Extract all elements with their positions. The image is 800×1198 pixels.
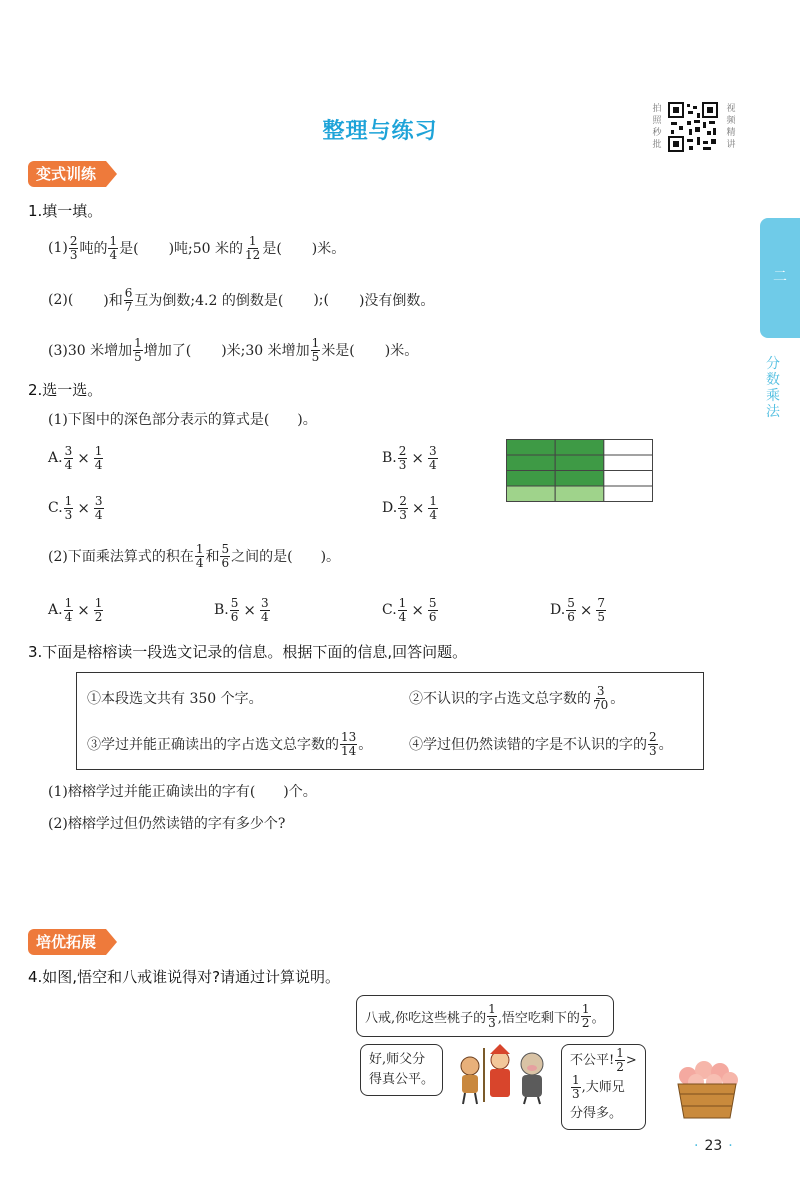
speech-bubble-wukong <box>561 1044 646 1130</box>
dot-icon: · <box>694 1138 699 1154</box>
text: (2)( <box>48 292 74 308</box>
text: )米。 <box>311 241 346 257</box>
q1-part2 <box>48 282 434 318</box>
grid-cell <box>604 486 653 502</box>
text: ,大师兄 <box>581 1079 625 1095</box>
text: );( <box>313 292 329 308</box>
text: (3)30 米增加 <box>48 343 133 359</box>
text: ,悟空吃剩下的 <box>497 1010 580 1026</box>
text: 。 <box>658 737 673 753</box>
text: 互为倒数;4.2 的倒数是( <box>134 293 284 309</box>
text: 。 <box>610 691 625 707</box>
grid-cell <box>555 486 604 502</box>
info-3 <box>87 727 372 761</box>
grid-cell <box>507 486 556 502</box>
grid-cell <box>604 455 653 471</box>
speech-bubble-bajie <box>360 1044 443 1096</box>
times-sign: × <box>77 449 90 467</box>
page-number-text: 23 <box>704 1138 723 1154</box>
text: > <box>625 1052 637 1068</box>
q2-p2-stem <box>48 538 340 574</box>
info-box <box>76 672 704 770</box>
fraction: $\frac{3}{4}$ <box>428 443 437 472</box>
text: ④学过但仍然读错的字是不认识的字的 <box>409 737 647 753</box>
text: 之间的是( )。 <box>231 549 341 565</box>
text: (2)下面乘法算式的积在 <box>48 549 194 565</box>
option-a2[interactable] <box>48 592 104 628</box>
qr-right-label: 视频精讲 <box>726 104 736 150</box>
fraction: $\frac{1}{5}$ <box>134 335 142 364</box>
fraction: $\frac{1}{4}$ <box>429 493 438 522</box>
fraction: $\frac{1}{4}$ <box>94 443 103 472</box>
section-tag-variant: 变式训练 <box>28 161 106 187</box>
option-label: B. <box>382 450 397 466</box>
option-label: A. <box>48 602 63 618</box>
page-title: 整理与练习 <box>322 119 438 144</box>
times-sign: × <box>243 601 256 619</box>
q1-title: 1.填一填。 <box>28 202 103 220</box>
fraction: $\frac{1}{12}$ <box>245 233 261 262</box>
q3-title: 3.下面是榕榕读一段选文记录的信息。根据下面的信息,回答问题。 <box>28 643 468 661</box>
fraction: $\frac{1}{3}$ <box>64 493 73 522</box>
times-sign: × <box>411 449 424 467</box>
option-a[interactable] <box>48 440 104 476</box>
q3-sub1: (1)榕榕学过并能正确读出的字有( )个。 <box>48 784 317 800</box>
option-d[interactable] <box>382 490 439 526</box>
fraction: $\frac{5}{6}$ <box>230 595 239 624</box>
option-c[interactable] <box>48 490 105 526</box>
fraction: $\frac{1}{4}$ <box>109 233 118 262</box>
fraction: $\frac{2}{3}$ <box>649 729 657 758</box>
fraction: $\frac{5}{6}$ <box>221 541 230 570</box>
text: 八戒,你吃这些桃子的 <box>365 1010 487 1026</box>
fraction: $\frac{1}{2}$ <box>94 595 103 624</box>
info-1: ①本段选文共有 350 个字。 <box>87 691 263 707</box>
fraction: $\frac{5}{6}$ <box>428 595 437 624</box>
text: )吨;50 米的 <box>168 241 244 257</box>
fraction: $\frac{2}{3}$ <box>399 493 407 522</box>
fraction: $\frac{3}{4}$ <box>94 493 103 522</box>
dot-icon: · <box>728 1138 733 1154</box>
fraction: $\frac{1}{5}$ <box>311 335 320 364</box>
fraction: $\frac{2}{3}$ <box>398 443 407 472</box>
info-2 <box>409 681 624 715</box>
q2-p1-stem: (1)下图中的深色部分表示的算式是( )。 <box>48 412 317 428</box>
times-sign: × <box>77 601 90 619</box>
text: ②不认识的字占选文总字数的 <box>409 691 591 707</box>
text: 吨的 <box>79 241 108 257</box>
times-sign: × <box>579 601 593 619</box>
chapter-number: 二 <box>773 269 787 285</box>
text: 得真公平。 <box>369 1072 435 1087</box>
bubble-line-1 <box>570 1047 637 1074</box>
option-d2[interactable] <box>550 592 607 628</box>
option-label: A. <box>48 450 63 466</box>
text: )米。 <box>384 343 419 359</box>
q1-part1 <box>48 230 345 266</box>
option-label: B. <box>214 602 229 618</box>
text: )和 <box>103 293 123 309</box>
qr-code-icon[interactable] <box>667 101 719 153</box>
option-c2[interactable] <box>382 592 439 628</box>
text: 是( <box>262 241 282 257</box>
info-4 <box>409 727 673 761</box>
fraction: $\frac{1}{2}$ <box>616 1046 624 1074</box>
fraction: $\frac{1}{4}$ <box>398 595 407 624</box>
fraction-grid-figure <box>506 439 653 502</box>
grid-cell <box>555 440 604 456</box>
text: 和 <box>205 549 220 565</box>
text: 。 <box>591 1010 605 1026</box>
bubble-line-2 <box>570 1074 625 1101</box>
fraction: $\frac{1}{3}$ <box>572 1073 580 1101</box>
fraction: $\frac{13}{14}$ <box>341 729 357 758</box>
grid-cell <box>507 471 556 487</box>
fraction: $\frac{3}{4}$ <box>64 443 73 472</box>
text: 是( <box>119 241 139 257</box>
fraction: $\frac{1}{4}$ <box>195 541 204 570</box>
text: 增加了( <box>143 343 192 359</box>
q4-title: 4.如图,悟空和八戒谁说得对?请通过计算说明。 <box>28 968 341 986</box>
grid-cell <box>555 455 604 471</box>
option-label: D. <box>382 500 398 516</box>
option-b[interactable] <box>382 440 439 476</box>
fraction: $\frac{5}{6}$ <box>567 595 575 624</box>
chapter-name: 分数乘法 <box>766 356 780 420</box>
chapter-tab[interactable] <box>760 218 800 338</box>
option-label: C. <box>382 602 397 618</box>
fraction: $\frac{7}{5}$ <box>597 595 606 624</box>
text: 分得多。 <box>570 1106 623 1121</box>
times-sign: × <box>77 499 90 517</box>
q3-sub2: (2)榕榕学过但仍然读错的字有多少个? <box>48 816 286 832</box>
section-tag-enrichment: 培优拓展 <box>28 929 106 955</box>
option-label: C. <box>48 500 63 516</box>
qr-left-label: 拍照秒批 <box>652 104 662 150</box>
grid-cell <box>555 471 604 487</box>
fraction: $\frac{6}{7}$ <box>124 285 133 314</box>
text: 米是( <box>321 343 355 359</box>
times-sign: × <box>411 499 425 517</box>
grid-cell <box>507 440 556 456</box>
fraction: $\frac{1}{2}$ <box>581 1001 590 1030</box>
text: (1) <box>48 240 68 256</box>
times-sign: × <box>411 601 424 619</box>
peach-basket-icon <box>674 1058 740 1120</box>
q1-part3 <box>48 332 418 368</box>
fraction: $\frac{3}{70}$ <box>593 683 609 712</box>
grid-cell <box>604 471 653 487</box>
fraction: $\frac{1}{4}$ <box>64 595 73 624</box>
option-label: D. <box>550 602 566 618</box>
fraction: $\frac{2}{3}$ <box>69 233 78 262</box>
q2-title: 2.选一选。 <box>28 381 103 399</box>
characters-illustration-icon <box>452 1040 552 1106</box>
speech-bubble-master <box>356 995 614 1037</box>
fraction: $\frac{3}{4}$ <box>260 595 269 624</box>
fraction: $\frac{1}{3}$ <box>488 1001 496 1030</box>
text: 不公平! <box>570 1052 615 1068</box>
grid-cell <box>604 440 653 456</box>
option-b2[interactable] <box>214 592 271 628</box>
grid-cell <box>507 455 556 471</box>
text: 好,师父分 <box>369 1052 426 1067</box>
text: )米;30 米增加 <box>221 343 310 359</box>
text: )没有倒数。 <box>358 293 435 309</box>
page-number <box>688 1138 739 1154</box>
text: ③学过并能正确读出的字占选文总字数的 <box>87 737 339 753</box>
text: 。 <box>358 737 373 753</box>
